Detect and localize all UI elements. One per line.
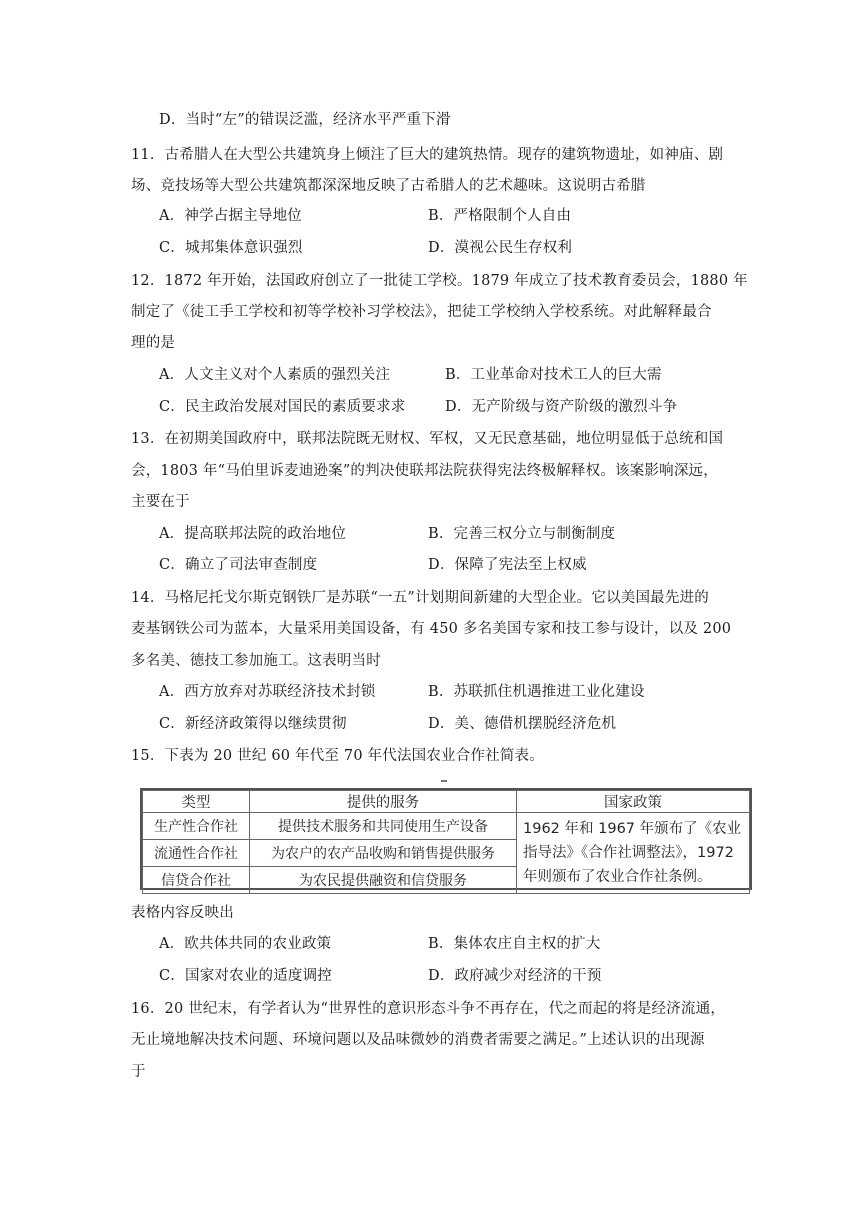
- q16-stem-line2: 无止境地解决技术问题、环境问题以及品味微妙的消费者需要之满足。”上述认识的出现源: [131, 1032, 705, 1048]
- table-cell-service: 为农户的农产品收购和销售提供服务: [250, 840, 517, 867]
- q10-option-d: D．当时“左”的错误泛滥，经济水平严重下滑: [159, 112, 451, 128]
- q15-stem-line2: 表格内容反映出: [131, 905, 234, 921]
- q13-stem-line2: 会，1803 年“马伯里诉麦迪逊案”的判决使联邦法院获得宪法终极解释权。该案影响深远，: [131, 463, 718, 479]
- table-cell-service: 提供技术服务和共同使用生产设备: [250, 813, 517, 840]
- q14-stem-line2: 麦基钢铁公司为蓝本，大量采用美国设备，有 450 多名美国专家和技工参与设计，以及 200: [131, 621, 732, 637]
- cooperative-table: [140, 788, 752, 890]
- table-header-service: 提供的服务: [250, 791, 517, 813]
- q13-stem-line1: 13．在初期美国政府中，联邦法院既无财权、军权，又无民意基础，地位明显低于总统和国: [131, 431, 724, 447]
- q14-option-d: D．美、德借机摆脱经济危机: [428, 716, 617, 732]
- q16-stem-line3: 于: [131, 1064, 146, 1080]
- q13-stem-line3: 主要在于: [131, 494, 190, 510]
- q15-option-c: C．国家对农业的适度调控: [159, 968, 332, 984]
- q11-option-b: B．严格限制个人自由: [428, 208, 572, 224]
- table-header-row: [143, 791, 750, 813]
- q11-stem-line2: 场、竞技场等大型公共建筑都深深地反映了古希腊人的艺术趣味。这说明古希腊: [131, 178, 646, 194]
- q13-option-c: C．确立了司法审查制度: [159, 557, 318, 573]
- q11-option-c: C．城邦集体意识强烈: [159, 240, 303, 256]
- table-header-type: 类型: [143, 791, 250, 813]
- q14-stem-line1: 14．马格尼托戈尔斯克钢铁厂是苏联“一五”计划期间新建的大型企业。它以美国最先进的: [131, 590, 709, 606]
- table-row: [143, 813, 750, 840]
- q12-option-b: B．工业革命对技术工人的巨大需: [445, 367, 662, 383]
- q12-stem-line3: 理的是: [131, 335, 176, 351]
- table-header-policy: 国家政策: [517, 791, 750, 813]
- table-cell-type: 流通性合作社: [143, 840, 250, 867]
- scan-mark: [441, 780, 447, 782]
- table-cell-type: 生产性合作社: [143, 813, 250, 840]
- q14-option-c: C．新经济政策得以继续贯彻: [159, 716, 347, 732]
- q13-option-d: D．保障了宪法至上权威: [428, 557, 587, 573]
- q15-option-a: A．欧共体共同的农业政策: [159, 936, 332, 952]
- q13-option-a: A．提高联邦法院的政治地位: [159, 526, 347, 542]
- q15-option-b: B．集体农庄自主权的扩大: [428, 936, 601, 952]
- q15-option-d: D．政府减少对经济的干预: [428, 968, 602, 984]
- q11-stem-line1: 11．古希腊人在大型公共建筑身上倾注了巨大的建筑热情。现存的建筑物遗址，如神庙、剧: [131, 147, 724, 163]
- q11-option-d: D．漠视公民生存权利: [428, 240, 573, 256]
- q13-option-b: B．完善三权分立与制衡制度: [428, 526, 616, 542]
- q15-stem-line1: 15．下表为 20 世纪 60 年代至 70 年代法国农业合作社简表。: [131, 748, 544, 764]
- table-cell-service: 为农民提供融资和信贷服务: [250, 867, 517, 894]
- q14-option-a: A．西方放弃对苏联经济技术封锁: [159, 684, 376, 700]
- q16-stem-line1: 16．20 世纪末，有学者认为“世界性的意识形态斗争不再存在，代之而起的将是经济流通，: [131, 1001, 726, 1017]
- q12-stem-line1: 12．1872 年开始，法国政府创立了一批徒工学校。1879 年成立了技术教育委员会，1880 年: [131, 273, 748, 289]
- q12-stem-line2: 制定了《徒工手工学校和初等学校补习学校法》，把徒工学校纳入学校系统。对此解释最合: [131, 304, 712, 320]
- table-cell-type: 信贷合作社: [143, 867, 250, 894]
- q12-option-c: C．民主政治发展对国民的素质要求求: [159, 399, 406, 415]
- table-cell-policy: 1962 年和 1967 年颁布了《农业指导法》《合作社调整法》，1972 年则颁布了农业合作社条例。: [517, 813, 750, 894]
- q12-option-d: D．无产阶级与资产阶级的激烈斗争: [445, 399, 678, 415]
- q11-option-a: A．神学占据主导地位: [159, 208, 302, 224]
- q14-stem-line3: 多名美、德技工参加施工。这表明当时: [131, 653, 381, 669]
- q12-option-a: A．人文主义对个人素质的强烈关注: [159, 367, 391, 383]
- q14-option-b: B．苏联抓住机遇推进工业化建设: [428, 684, 645, 700]
